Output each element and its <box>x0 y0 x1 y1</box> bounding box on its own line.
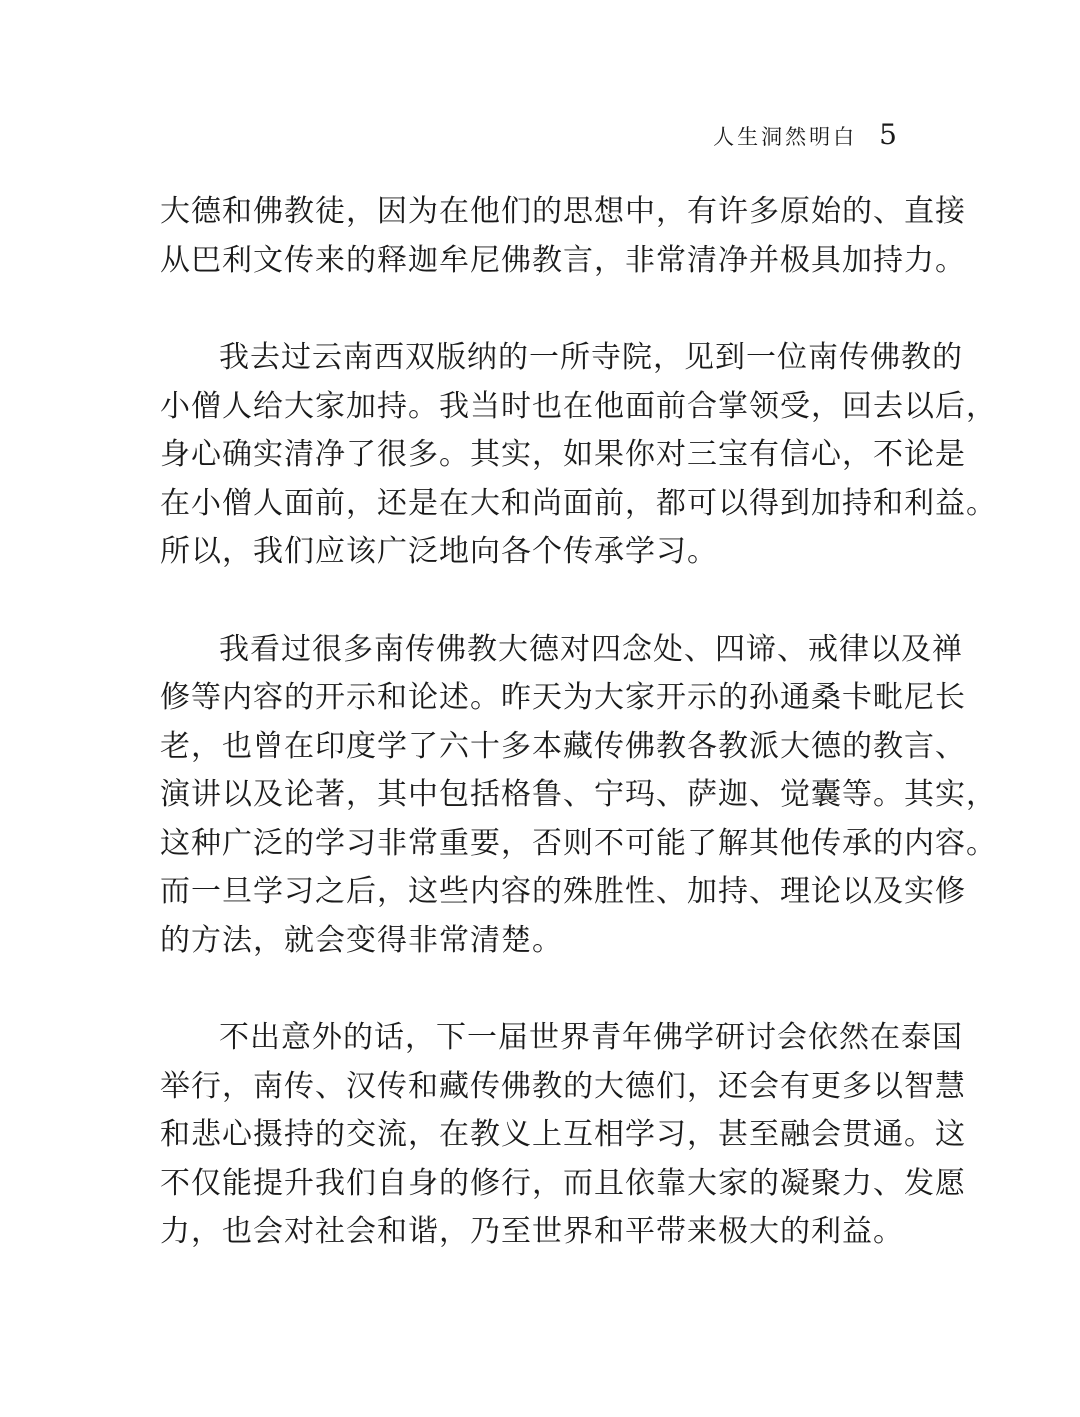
paragraph-2 <box>160 334 997 577</box>
paragraph-4 <box>160 1014 966 1257</box>
text-line: 我去过云南西双版纳的一所寺院，见到一位南传佛教的 <box>219 340 963 375</box>
body-text <box>160 188 997 1257</box>
text-line: 这种广泛的学习非常重要，否则不可能了解其他传承的内容。 <box>160 825 997 861</box>
paragraph-gap <box>160 577 920 626</box>
text-line: 从巴利文传来的释迦牟尼佛教言，非常清净并极具加持力。 <box>160 242 966 278</box>
text-line: 在小僧人面前，还是在大和尚面前，都可以得到加持和利益。 <box>160 485 997 521</box>
paragraph-gap <box>160 285 920 334</box>
page-number: 5 <box>879 118 897 151</box>
text-line: 力，也会对社会和谐，乃至世界和平带来极大的利益。 <box>160 1214 904 1249</box>
running-header <box>713 118 897 151</box>
text-line: 老，也曾在印度学了六十多本藏传佛教各教派大德的教言、 <box>160 728 966 764</box>
text-line: 不出意外的话，下一届世界青年佛学研讨会依然在泰国 <box>219 1020 963 1055</box>
text-line: 修等内容的开示和论述。昨天为大家开示的孙通桑卡毗尼长 <box>160 680 966 715</box>
text-line: 演讲以及论著，其中包括格鲁、宁玛、萨迦、觉囊等。其实， <box>160 777 997 812</box>
book-title: 人生洞然明白 <box>713 125 858 149</box>
text-line: 不仅能提升我们自身的修行，而且依靠大家的凝聚力、发愿 <box>160 1165 966 1201</box>
text-line: 小僧人给大家加持。我当时也在他面前合掌领受，回去以后， <box>160 388 997 424</box>
paragraph-1 <box>160 188 966 285</box>
text-line: 举行，南传、汉传和藏传佛教的大德们，还会有更多以智慧 <box>160 1068 966 1104</box>
text-line: 和悲心摄持的交流，在教义上互相学习，甚至融会贯通。这 <box>160 1117 966 1152</box>
text-line: 身心确实清净了很多。其实，如果你对三宝有信心，不论是 <box>160 437 966 472</box>
text-line: 而一旦学习之后，这些内容的殊胜性、加持、理论以及实修 <box>160 874 966 909</box>
text-line: 我看过很多南传佛教大德对四念处、四谛、戒律以及禅 <box>219 631 963 667</box>
text-line: 所以，我们应该广泛地向各个传承学习。 <box>160 534 718 569</box>
paragraph-3 <box>160 626 997 966</box>
text-line: 大德和佛教徒，因为在他们的思想中，有许多原始的、直接 <box>160 194 966 229</box>
text-line: 的方法，就会变得非常清楚。 <box>160 922 563 958</box>
paragraph-gap <box>160 965 920 1014</box>
